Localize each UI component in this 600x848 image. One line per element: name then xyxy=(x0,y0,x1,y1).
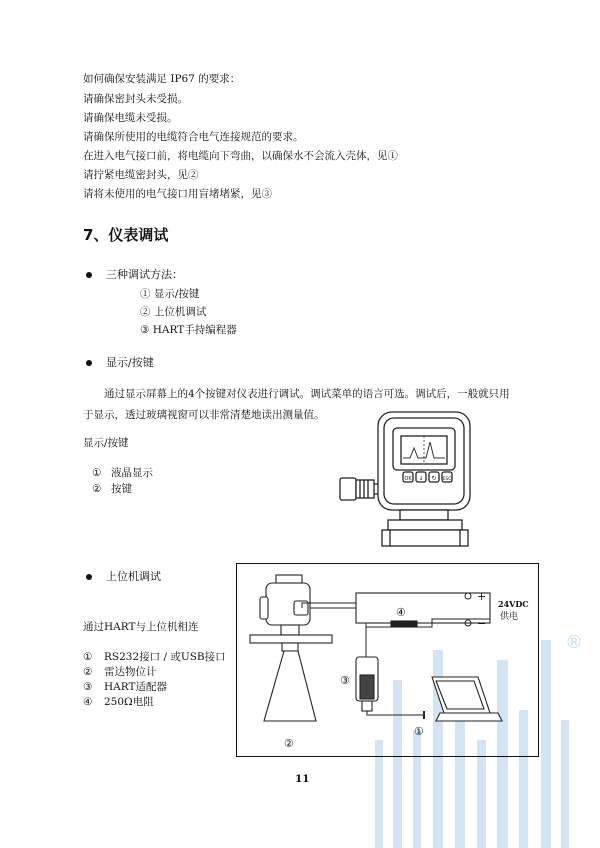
section-title: 7、仪表调试 xyxy=(83,226,169,244)
resistor-marker: ④ xyxy=(396,606,406,619)
display-paragraph: 于显示，透过玻璃视窗可以非常清楚地读出测量值。 xyxy=(83,409,325,421)
ip67-line: 如何确保安装满足 IP67 的要求： xyxy=(83,73,241,85)
host-heading: 上位机调试 xyxy=(106,570,161,583)
legend-text: 雷达物位计 xyxy=(104,666,157,678)
legend-num: ③ xyxy=(83,681,93,693)
watermark-registered-mark: ® xyxy=(565,632,583,653)
legend-text: RS232接口 / 或USB接口 xyxy=(104,651,226,663)
ip67-line: 在进入电气接口前，将电缆向下弯曲，以确保水不会流入壳体，见① xyxy=(83,150,398,162)
legend-num: ④ xyxy=(83,696,93,708)
display-paragraph: 通过显示屏幕上的4个按键对仪表进行调试。调试菜单的语言可选。调试后，一般就只用 xyxy=(104,388,510,400)
host-connect-text: 通过HART与上位机相连 xyxy=(83,621,199,633)
methods-heading: 三种调试方法： xyxy=(106,268,183,281)
rotate-key-label: ↻ xyxy=(431,475,437,482)
bullet-icon xyxy=(86,360,92,366)
legend-num: ① xyxy=(92,467,102,479)
host-connection-diagram xyxy=(236,563,539,757)
instrument-display-illustration xyxy=(330,408,480,550)
ip67-line: 请将未使用的电气接口用盲堵堵紧，见③ xyxy=(83,188,272,200)
legend-text: 液晶显示 xyxy=(111,467,153,479)
display-subheading: 显示/按键 xyxy=(83,437,129,449)
minus-terminal-label: − xyxy=(477,617,487,630)
ip67-line: 请确保密封头未受损。 xyxy=(83,93,188,105)
bullet-icon xyxy=(86,272,92,278)
method-item: ② 上位机调试 xyxy=(140,306,207,318)
legend-text: 250Ω电阻 xyxy=(104,696,154,708)
legend-num: ① xyxy=(83,651,93,663)
legend-text: 按键 xyxy=(111,483,132,495)
supply-label: 供电 xyxy=(500,612,519,622)
ip67-line: 请拧紧电缆密封头，见② xyxy=(83,169,199,181)
bullet-icon xyxy=(86,574,92,580)
ip67-line: 请确保电缆未受损。 xyxy=(83,112,178,124)
hart-adapter-marker: ③ xyxy=(340,674,350,687)
down-key-label: ↓ xyxy=(418,475,424,482)
method-item: ③ HART手持编程器 xyxy=(140,324,237,336)
legend-text: HART适配器 xyxy=(104,681,167,693)
method-item: ① 显示/按键 xyxy=(140,288,200,300)
legend-num: ② xyxy=(92,483,102,495)
legend-num: ② xyxy=(83,666,93,678)
plus-terminal-label: + xyxy=(477,590,487,603)
ok-key-label: OK xyxy=(404,476,412,482)
interface-marker: ① xyxy=(414,725,424,738)
supply-voltage-label: 24VDC xyxy=(498,599,529,609)
display-heading: 显示/按键 xyxy=(106,356,154,369)
esc-key-label: ESC xyxy=(442,477,452,482)
radar-marker: ② xyxy=(284,737,294,750)
ip67-line: 请确保所使用的电缆符合电气连接规范的要求。 xyxy=(83,131,304,143)
page-number: 11 xyxy=(295,773,310,785)
